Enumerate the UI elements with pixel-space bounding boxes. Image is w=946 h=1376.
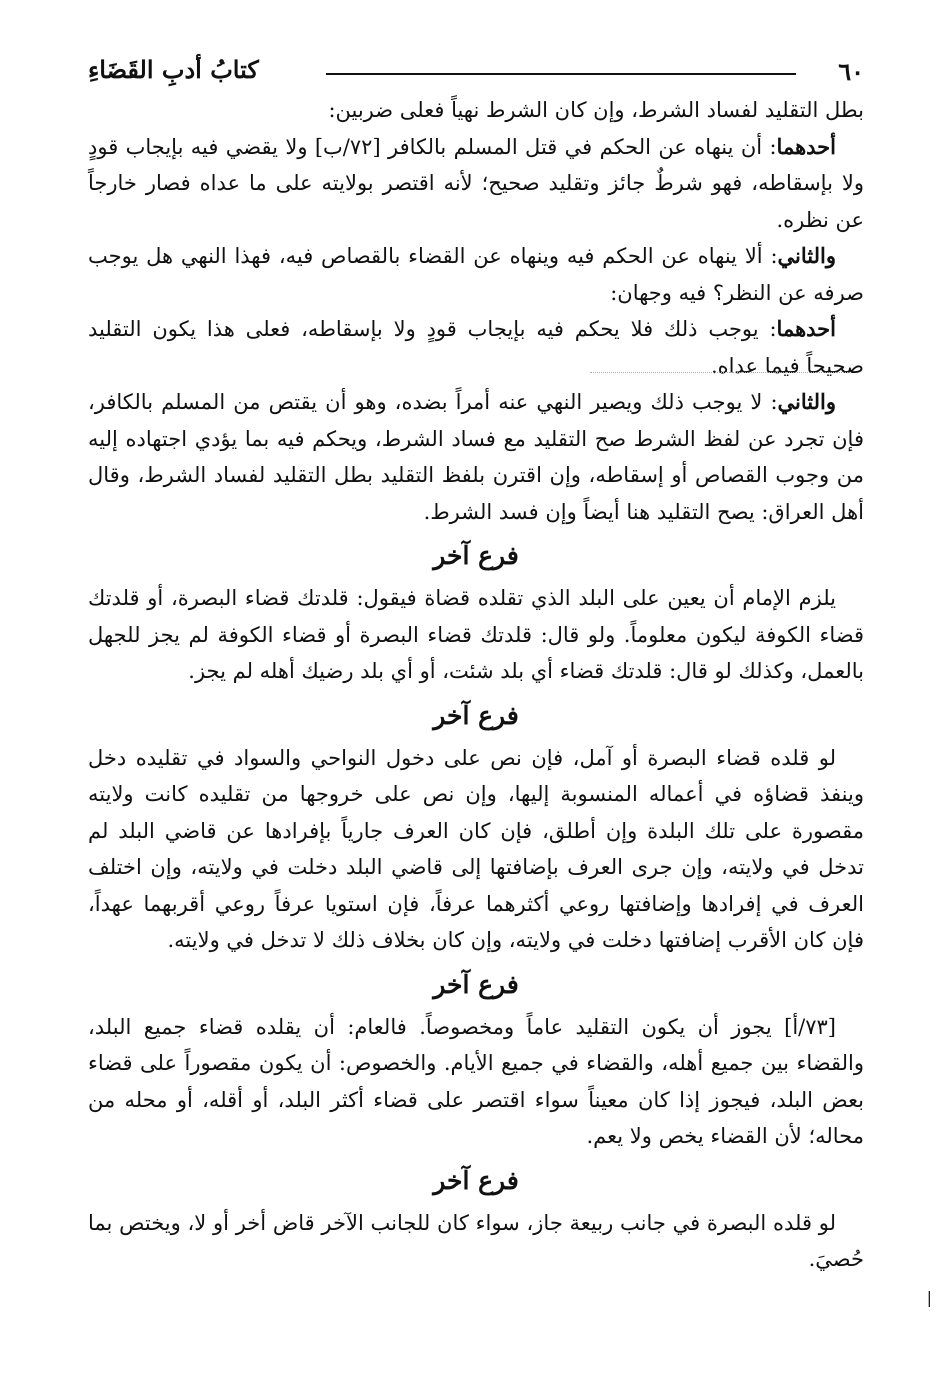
page-header [88, 0, 864, 92]
section-heading: فرع آخر [433, 541, 519, 570]
paragraph [88, 384, 864, 530]
page-number: ٦٠ [838, 57, 864, 86]
paragraph [88, 1205, 864, 1278]
section-heading: فرع آخر [433, 700, 519, 730]
paragraph [88, 580, 864, 690]
section-heading: فرع آخر [433, 969, 519, 999]
scan-artifact-line [590, 372, 850, 373]
paragraph [88, 238, 864, 311]
body-text [88, 92, 864, 1278]
paragraph-text: : يوجب ذلك فلا يحكم فيه بإيجاب قودٍ ولا بإسقاطه، فعلى هذا يكون التقليد صحيحاً فيما عداه. [88, 317, 864, 378]
paragraph-text: لو قلده قضاء البصرة أو آمل، فإن نص على دخول النواحي والسواد في تقليده دخل وينفذ قضاؤه في أعماله المنسوبة إليها، وإن نص على خروجها من تقليده كانت ولايته مقصورة على تلك البلدة وإن أطلق، فإن كان العرف جارياً بإفرادها عن قاضي البلد لم تدخل في ولايته، وإن جرى العرف بإضافتها إلى قاضي البلد دخلت في ولايته، وإن اختلف العرف في إفرادها وإضافتها روعي أكثرهما عرفاً، فإن استويا عرفاً روعي أقربهما عهداً، فإن كان الأقرب إضافتها دخلت في ولايته، وإن كان بخلاف ذلك لا تدخل في ولايته. [88, 745, 864, 952]
paragraph-lead: أحدهما [776, 316, 836, 341]
paragraph [88, 1009, 864, 1155]
running-title: كتابُ أدبِ القَضَاءِ [88, 55, 259, 84]
paragraph-lead: والثاني [777, 243, 836, 268]
paragraph-text: بطل التقليد لفساد الشرط، وإن كان الشرط نهياً فعلى ضربين: [328, 98, 864, 122]
paragraph-text: لو قلده البصرة في جانب ربيعة جاز، سواء كان للجانب الآخر قاض أخر أو لا، ويختص بما حُصيَ. [88, 1210, 864, 1271]
paragraph-lead: أحدهما [776, 133, 836, 159]
section-heading: فرع آخر [433, 1165, 519, 1195]
paragraph-lead: والثاني [777, 389, 836, 414]
paragraph-text: : أن ينهاه عن الحكم في قتل المسلم بالكافر [٧٢/ب] ولا يقضي فيه بإيجاب قودٍ ولا بإسقاطه، فهو شرطٌ جائز وتقليد صحيح؛ لأنه اقتصر بولايته على ما عداه فصار خارجاً عن نظره. [88, 134, 864, 232]
paragraph [88, 740, 864, 959]
paragraph [88, 311, 864, 384]
paragraph-text: : ألا ينهاه عن الحكم فيه وينهاه عن القضاء بالقصاص فيه، فهذا النهي هل يوجب صرفه عن النظر؟ فيه وجهان: [88, 244, 864, 305]
paragraph [88, 92, 864, 129]
header-rule [326, 73, 796, 75]
paragraph-text: [٧٣/أ] يجوز أن يكون التقليد عاماً ومخصوصاً. فالعام: أن يقلده قضاء جميع البلد، والقضاء بين جميع أهله، والقضاء في جميع الأيام. والخصوص: أن يكون مقصوراً على قضاء بعض البلد، فيجوز إذا كان معيناً سواء اقتصر على قضاء أكثر البلد، أو أقله، أو محله من محاله؛ لأن القضاء يخص ولا يعم. [88, 1014, 864, 1148]
margin-mark: | [926, 1288, 932, 1307]
paragraph-text: : لا يوجب ذلك ويصير النهي عنه أمراً بضده، وهو أن يقتص من المسلم بالكافر، فإن تجرد عن لفظ الشرط صح التقليد مع فساد الشرط، ويحكم فيه بما يؤدي اجتهاده إليه من وجوب القصاص أو إسقاطه، وإن اقترن بلفظ التقليد بطل التقليد لفساد الشرط، وقال أهل العراق: يصح التقليد هنا أيضاً وإن فسد الشرط. [88, 390, 864, 524]
paragraph-text: يلزم الإمام أن يعين على البلد الذي تقلده قضاة فيقول: قلدتك قضاء البصرة، أو قلدتك قضاء الكوفة ليكون معلوماً. ولو قال: قلدتك قضاء البصرة أو قضاء الكوفة لم يجز للجهل بالعمل، وكذلك لو قال: قلدتك قضاء أي بلد شئت، أو أي بلد رضيك أهله لم يجز. [88, 586, 864, 683]
paragraph [88, 129, 864, 239]
